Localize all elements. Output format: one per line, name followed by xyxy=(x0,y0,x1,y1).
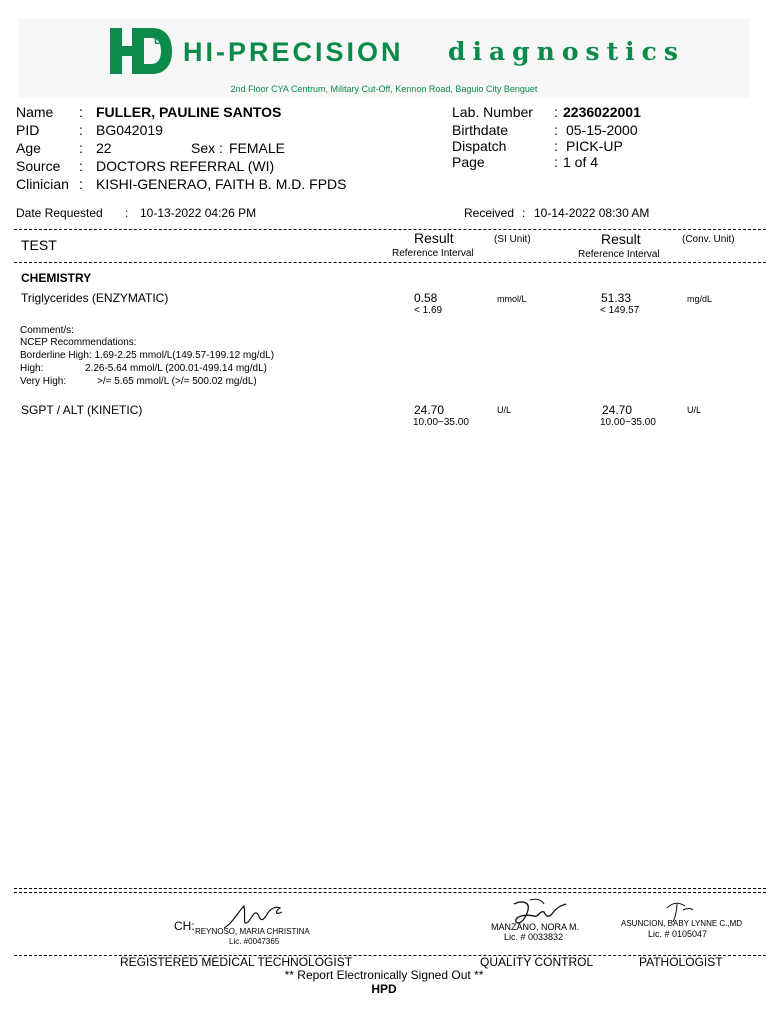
colon: : xyxy=(125,206,129,220)
comment-line: NCEP Recommendations: xyxy=(20,337,137,348)
birthdate: 05-15-2000 xyxy=(566,122,638,138)
clinician-label: Clinician xyxy=(16,176,69,192)
received-label: Received xyxy=(464,206,515,220)
pathologist-role: PATHOLOGIST xyxy=(639,955,723,969)
divider xyxy=(14,892,766,893)
logo-subtitle: diagnostics xyxy=(448,37,685,66)
section-title: CHEMISTRY xyxy=(21,271,92,285)
quality-control-role: QUALITY CONTROL xyxy=(480,955,594,969)
patient-sex: FEMALE xyxy=(229,140,286,156)
comment-high-label: High: xyxy=(20,363,44,374)
patient-name: FULLER, PAULINE SANTOS xyxy=(96,104,282,120)
date-requested: 10-13-2022 04:26 PM xyxy=(140,206,257,220)
conv-result: 51.33 xyxy=(601,291,632,305)
quality-control-license: Lic. # 0033832 xyxy=(504,932,564,942)
colon: : xyxy=(554,138,558,154)
colon: : xyxy=(79,176,83,192)
lab-address: 2nd Floor CYA Centrum, Military Cut-Off, Kennon Road, Baguio City Benguet xyxy=(230,84,538,94)
conv-unit: U/L xyxy=(687,405,702,415)
pid-label: PID xyxy=(16,122,40,138)
comment-very-high-value: >/= 5.65 mmol/L (>/= 500.02 mg/dL) xyxy=(97,376,257,387)
name-label: Name xyxy=(16,104,54,120)
dispatch: PICK-UP xyxy=(566,138,623,154)
comment-high-value: 2.26-5.64 mmol/L (200.01-499.14 mg/dL) xyxy=(85,363,267,374)
patient-source: DOCTORS REFERRAL (WI) xyxy=(96,158,275,174)
colon: : xyxy=(554,122,558,138)
colon: : xyxy=(79,104,83,120)
technologist-license: Lic. #0047365 xyxy=(229,937,280,946)
colon: : xyxy=(554,154,558,170)
divider xyxy=(14,888,766,889)
source-label: Source xyxy=(16,158,61,174)
colon: : xyxy=(79,158,83,174)
si-result: 0.58 xyxy=(414,291,438,305)
colon: : xyxy=(79,122,83,138)
pathologist-name: ASUNCION, BABY LYNNE C.,MD xyxy=(621,919,743,928)
technologist-name: REYNOSO, MARIA CHRISTINA xyxy=(195,927,310,936)
comment-line: Borderline High: 1.69-2.25 mmol/L(149.57-199.12 mg/dL) xyxy=(20,350,275,361)
si-result: 24.70 xyxy=(414,403,445,417)
comment-title: Comment/s: xyxy=(20,325,74,336)
column-conv-unit: (Conv. Unit) xyxy=(682,234,735,245)
patient-pid: BG042019 xyxy=(96,122,163,138)
comment-very-high-label: Very High: xyxy=(20,376,67,387)
conv-result: 24.70 xyxy=(602,403,633,417)
patient-age: 22 xyxy=(96,140,112,156)
conv-reference: 10.00~35.00 xyxy=(600,417,656,428)
column-si-unit: (SI Unit) xyxy=(494,234,531,245)
si-unit: U/L xyxy=(497,405,512,415)
lab-number-label: Lab. Number xyxy=(452,104,533,120)
column-si-result: Result xyxy=(414,230,454,246)
page-number: 1 of 4 xyxy=(563,154,599,170)
colon: : xyxy=(522,206,526,220)
age-label: Age xyxy=(16,140,41,156)
conv-reference: < 149.57 xyxy=(600,305,640,316)
signed-out-notice: ** Report Electronically Signed Out ** xyxy=(284,968,484,982)
lab-number: 2236022001 xyxy=(563,104,641,120)
colon: : xyxy=(79,140,83,156)
hpd-logo-icon xyxy=(110,28,172,74)
column-test: TEST xyxy=(21,237,57,253)
conv-unit: mg/dL xyxy=(687,294,713,304)
ch-label: CH: xyxy=(174,919,195,933)
divider xyxy=(14,229,766,230)
dispatch-label: Dispatch xyxy=(452,138,507,154)
test-name: Triglycerides (ENZYMATIC) xyxy=(21,291,169,305)
sex-label: Sex : xyxy=(191,140,223,156)
si-unit: mmol/L xyxy=(497,294,527,304)
logo-wordmark: HI-PRECISION xyxy=(183,37,404,67)
column-si-reference: Reference Interval xyxy=(392,248,474,259)
pathologist-license: Lic. # 0105047 xyxy=(648,929,708,939)
patient-clinician: KISHI-GENERAO, FAITH B. M.D. FPDS xyxy=(96,176,347,192)
si-reference: < 1.69 xyxy=(414,305,443,316)
column-conv-result: Result xyxy=(601,231,641,247)
colon: : xyxy=(554,104,558,120)
si-reference: 10.00~35.00 xyxy=(413,417,469,428)
svg-text:D: D xyxy=(154,35,162,47)
technologist-role: REGISTERED MEDICAL TECHNOLOGIST xyxy=(120,955,353,969)
footer-code: HPD xyxy=(371,982,397,996)
test-name: SGPT / ALT (KINETIC) xyxy=(21,403,143,417)
birthdate-label: Birthdate xyxy=(452,122,509,138)
date-received: 10-14-2022 08:30 AM xyxy=(534,206,650,220)
divider xyxy=(14,262,766,263)
quality-control-name: MANZANO, NORA M. xyxy=(491,922,580,932)
column-conv-reference: Reference Interval xyxy=(578,249,660,260)
date-requested-label: Date Requested xyxy=(16,206,103,220)
page-label: Page xyxy=(452,154,485,170)
